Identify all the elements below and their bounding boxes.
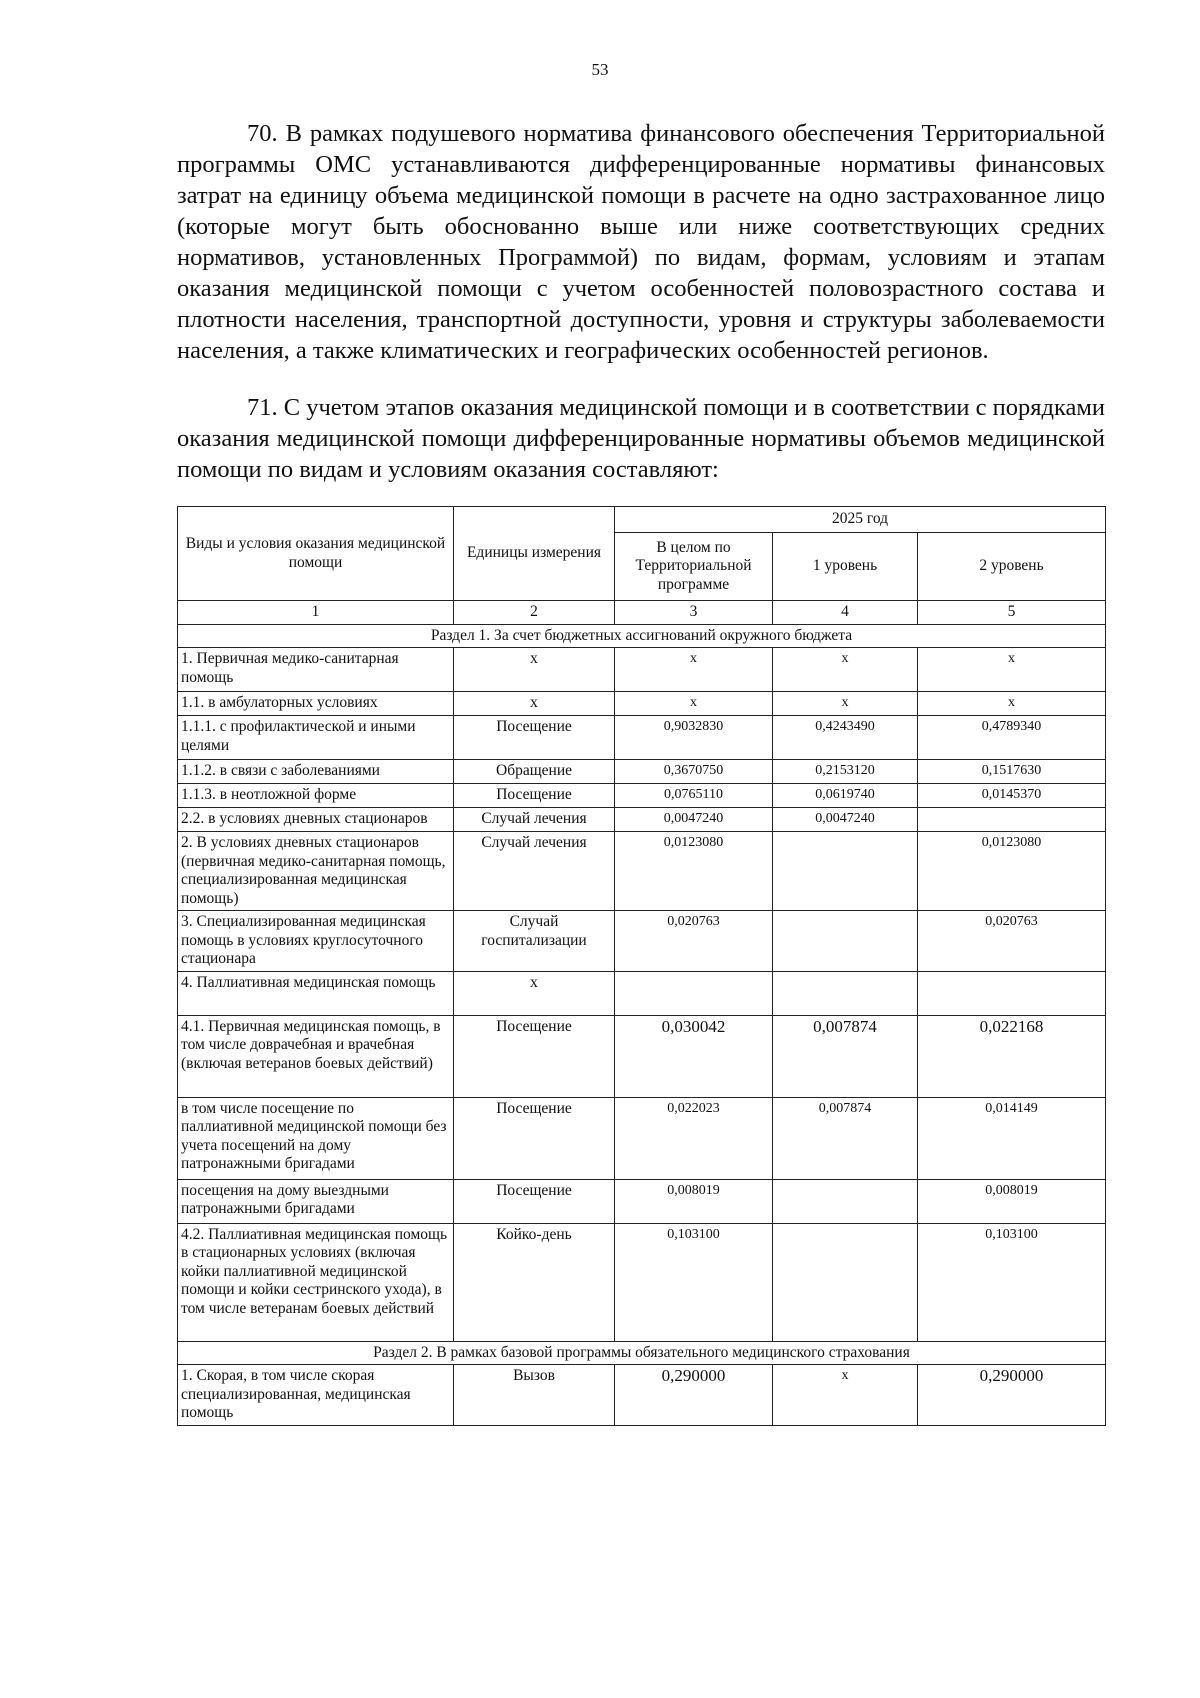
header-unit: Единицы измерения <box>454 507 615 601</box>
row-level1-cell: 0,007874 <box>773 1015 918 1097</box>
row-level2-cell: 0,4789340 <box>918 716 1106 760</box>
row-name-cell: в том числе посещение по паллиативной медицинской помощи без учета посещений на дому патронажными бригадами <box>178 1097 454 1179</box>
row-level1-cell <box>773 1179 918 1223</box>
row-name-cell: 2.2. в условиях дневных стационаров <box>178 808 454 832</box>
row-level2-cell: х <box>918 692 1106 716</box>
row-unit-cell: х <box>454 648 615 692</box>
row-total-cell: х <box>615 692 773 716</box>
row-level2-cell: х <box>918 648 1106 692</box>
table-row <box>178 716 1106 760</box>
row-unit-cell: Посещение <box>454 716 615 760</box>
table-row <box>178 1365 1106 1426</box>
row-name-cell: 1.1. в амбулаторных условиях <box>178 692 454 716</box>
row-unit-cell: Случай лечения <box>454 808 615 832</box>
row-total-cell: 0,0123080 <box>615 832 773 911</box>
row-name-cell: 4. Паллиативная медицинская помощь <box>178 971 454 1015</box>
section1-title: Раздел 1. За счет бюджетных ассигнований окружного бюджета <box>178 624 1106 648</box>
table-row <box>178 648 1106 692</box>
row-unit-cell: Вызов <box>454 1365 615 1426</box>
table-row <box>178 784 1106 808</box>
row-level1-cell: х <box>773 692 918 716</box>
row-level1-cell: х <box>773 648 918 692</box>
section1-body <box>178 624 1106 1341</box>
row-level2-cell <box>918 808 1106 832</box>
row-total-cell: 0,020763 <box>615 911 773 972</box>
column-index: 2 <box>454 601 615 625</box>
row-name-cell: 4.2. Паллиативная медицинская помощь в стационарных условиях (включая койки паллиативной медицинской помощи и койки сестринского ухода), в том числе ветеранам боевых действий <box>178 1223 454 1341</box>
row-total-cell: 0,9032830 <box>615 716 773 760</box>
row-name-cell: посещения на дому выездными патронажными бригадами <box>178 1179 454 1223</box>
row-level1-cell: 0,0619740 <box>773 784 918 808</box>
page-number: 53 <box>591 60 609 79</box>
header-year: 2025 год <box>615 507 1106 533</box>
header-level1: 1 уровень <box>773 533 918 601</box>
paragraph-71-text: учетом этапов оказания медицинской помощи и в соответствии с порядками оказания медицинской помощи дифференцированные нормативы объемов медицинской помощи по видам и условиям оказания составляют: <box>177 394 1106 483</box>
row-level1-cell <box>773 971 918 1015</box>
table-row <box>178 971 1106 1015</box>
table-row <box>178 911 1106 972</box>
norms-table <box>177 506 1106 1426</box>
row-total-cell: 0,290000 <box>615 1365 773 1426</box>
row-level2-cell: 0,0123080 <box>918 832 1106 911</box>
table-row <box>178 1179 1106 1223</box>
row-unit-cell: х <box>454 971 615 1015</box>
row-name-cell: 1.1.3. в неотложной форме <box>178 784 454 808</box>
row-name-cell: 1.1.2. в связи с заболеваниями <box>178 760 454 784</box>
table-row <box>178 1223 1106 1341</box>
column-index: 5 <box>918 601 1106 625</box>
table-row <box>178 1015 1106 1097</box>
header-total: В целом по Территориальной программе <box>615 533 773 601</box>
row-unit-cell: Обращение <box>454 760 615 784</box>
row-name-cell: 2. В условиях дневных стационаров (первичная медико-санитарная помощь, специализированная медицинская помощь) <box>178 832 454 911</box>
table-row <box>178 832 1106 911</box>
row-level1-cell <box>773 832 918 911</box>
section-row <box>178 624 1106 648</box>
row-total-cell: х <box>615 648 773 692</box>
section2-body <box>178 1341 1106 1425</box>
table-row <box>178 760 1106 784</box>
row-name-cell: 1.1.1. с профилактической и иными целями <box>178 716 454 760</box>
row-level2-cell: 0,020763 <box>918 911 1106 972</box>
row-name-cell: 4.1. Первичная медицинская помощь, в том числе доврачебная и врачебная (включая ветеранов боевых действий) <box>178 1015 454 1097</box>
row-name-cell: 1. Скорая, в том числе скорая специализированная, медицинская помощь <box>178 1365 454 1426</box>
row-unit-cell: Случай лечения <box>454 832 615 911</box>
column-index: 4 <box>773 601 918 625</box>
paragraph-70-lead: 70. В <box>247 120 302 147</box>
row-total-cell: 0,3670750 <box>615 760 773 784</box>
row-level2-cell: 0,0145370 <box>918 784 1106 808</box>
paragraph-71 <box>177 392 1105 485</box>
section2-title: Раздел 2. В рамках базовой программы обязательного медицинского страхования <box>178 1341 1106 1365</box>
table-row <box>178 808 1106 832</box>
row-unit-cell: Посещение <box>454 1097 615 1179</box>
paragraph-70-text: рамках подушевого норматива финансового обеспечения Территориальной программы ОМС устанавливаются дифференцированные нормативы финансовых затрат на единицу объема медицинской помощи в расчете на одно застрахованное лицо (которые могут быть обоснованно выше или ниже соответствующих средних нормативов, установленных Программой) по видам, формам, условиям и этапам оказания медицинской помощи с учетом особенностей половозрастного состава и плотности населения, транспортной доступности, уровня и структуры заболеваемости населения, а также климатических и географических особенностей регионов. <box>177 120 1106 364</box>
row-total-cell: 0,030042 <box>615 1015 773 1097</box>
row-total-cell: 0,008019 <box>615 1179 773 1223</box>
row-level1-cell <box>773 1223 918 1341</box>
paragraph-71-lead: 71. С <box>247 394 301 421</box>
norms-table-container <box>177 506 1105 1426</box>
row-unit-cell: Койко-день <box>454 1223 615 1341</box>
row-total-cell: 0,0765110 <box>615 784 773 808</box>
row-name-cell: 3. Специализированная медицинская помощь в условиях круглосуточного стационара <box>178 911 454 972</box>
row-level1-cell <box>773 911 918 972</box>
row-unit-cell: Случай госпитализации <box>454 911 615 972</box>
row-level2-cell: 0,1517630 <box>918 760 1106 784</box>
row-total-cell <box>615 971 773 1015</box>
table-row <box>178 692 1106 716</box>
column-index-row <box>178 601 1106 625</box>
row-total-cell: 0,103100 <box>615 1223 773 1341</box>
row-level1-cell: 0,0047240 <box>773 808 918 832</box>
row-level2-cell: 0,103100 <box>918 1223 1106 1341</box>
row-level1-cell: 0,4243490 <box>773 716 918 760</box>
row-level1-cell: х <box>773 1365 918 1426</box>
row-level2-cell: 0,290000 <box>918 1365 1106 1426</box>
section-row <box>178 1341 1106 1365</box>
column-index: 3 <box>615 601 773 625</box>
paragraph-70 <box>177 118 1105 366</box>
row-total-cell: 0,022023 <box>615 1097 773 1179</box>
column-index: 1 <box>178 601 454 625</box>
table-row <box>178 1097 1106 1179</box>
row-unit-cell: Посещение <box>454 1015 615 1097</box>
row-name-cell: 1. Первичная медико-санитарная помощь <box>178 648 454 692</box>
header-level2: 2 уровень <box>918 533 1106 601</box>
row-level2-cell: 0,014149 <box>918 1097 1106 1179</box>
header-kind: Виды и условия оказания медицинской помощи <box>178 507 454 601</box>
row-unit-cell: х <box>454 692 615 716</box>
row-level2-cell: 0,008019 <box>918 1179 1106 1223</box>
row-level1-cell: 0,2153120 <box>773 760 918 784</box>
row-level2-cell <box>918 971 1106 1015</box>
row-total-cell: 0,0047240 <box>615 808 773 832</box>
row-level2-cell: 0,022168 <box>918 1015 1106 1097</box>
row-unit-cell: Посещение <box>454 784 615 808</box>
row-level1-cell: 0,007874 <box>773 1097 918 1179</box>
row-unit-cell: Посещение <box>454 1179 615 1223</box>
